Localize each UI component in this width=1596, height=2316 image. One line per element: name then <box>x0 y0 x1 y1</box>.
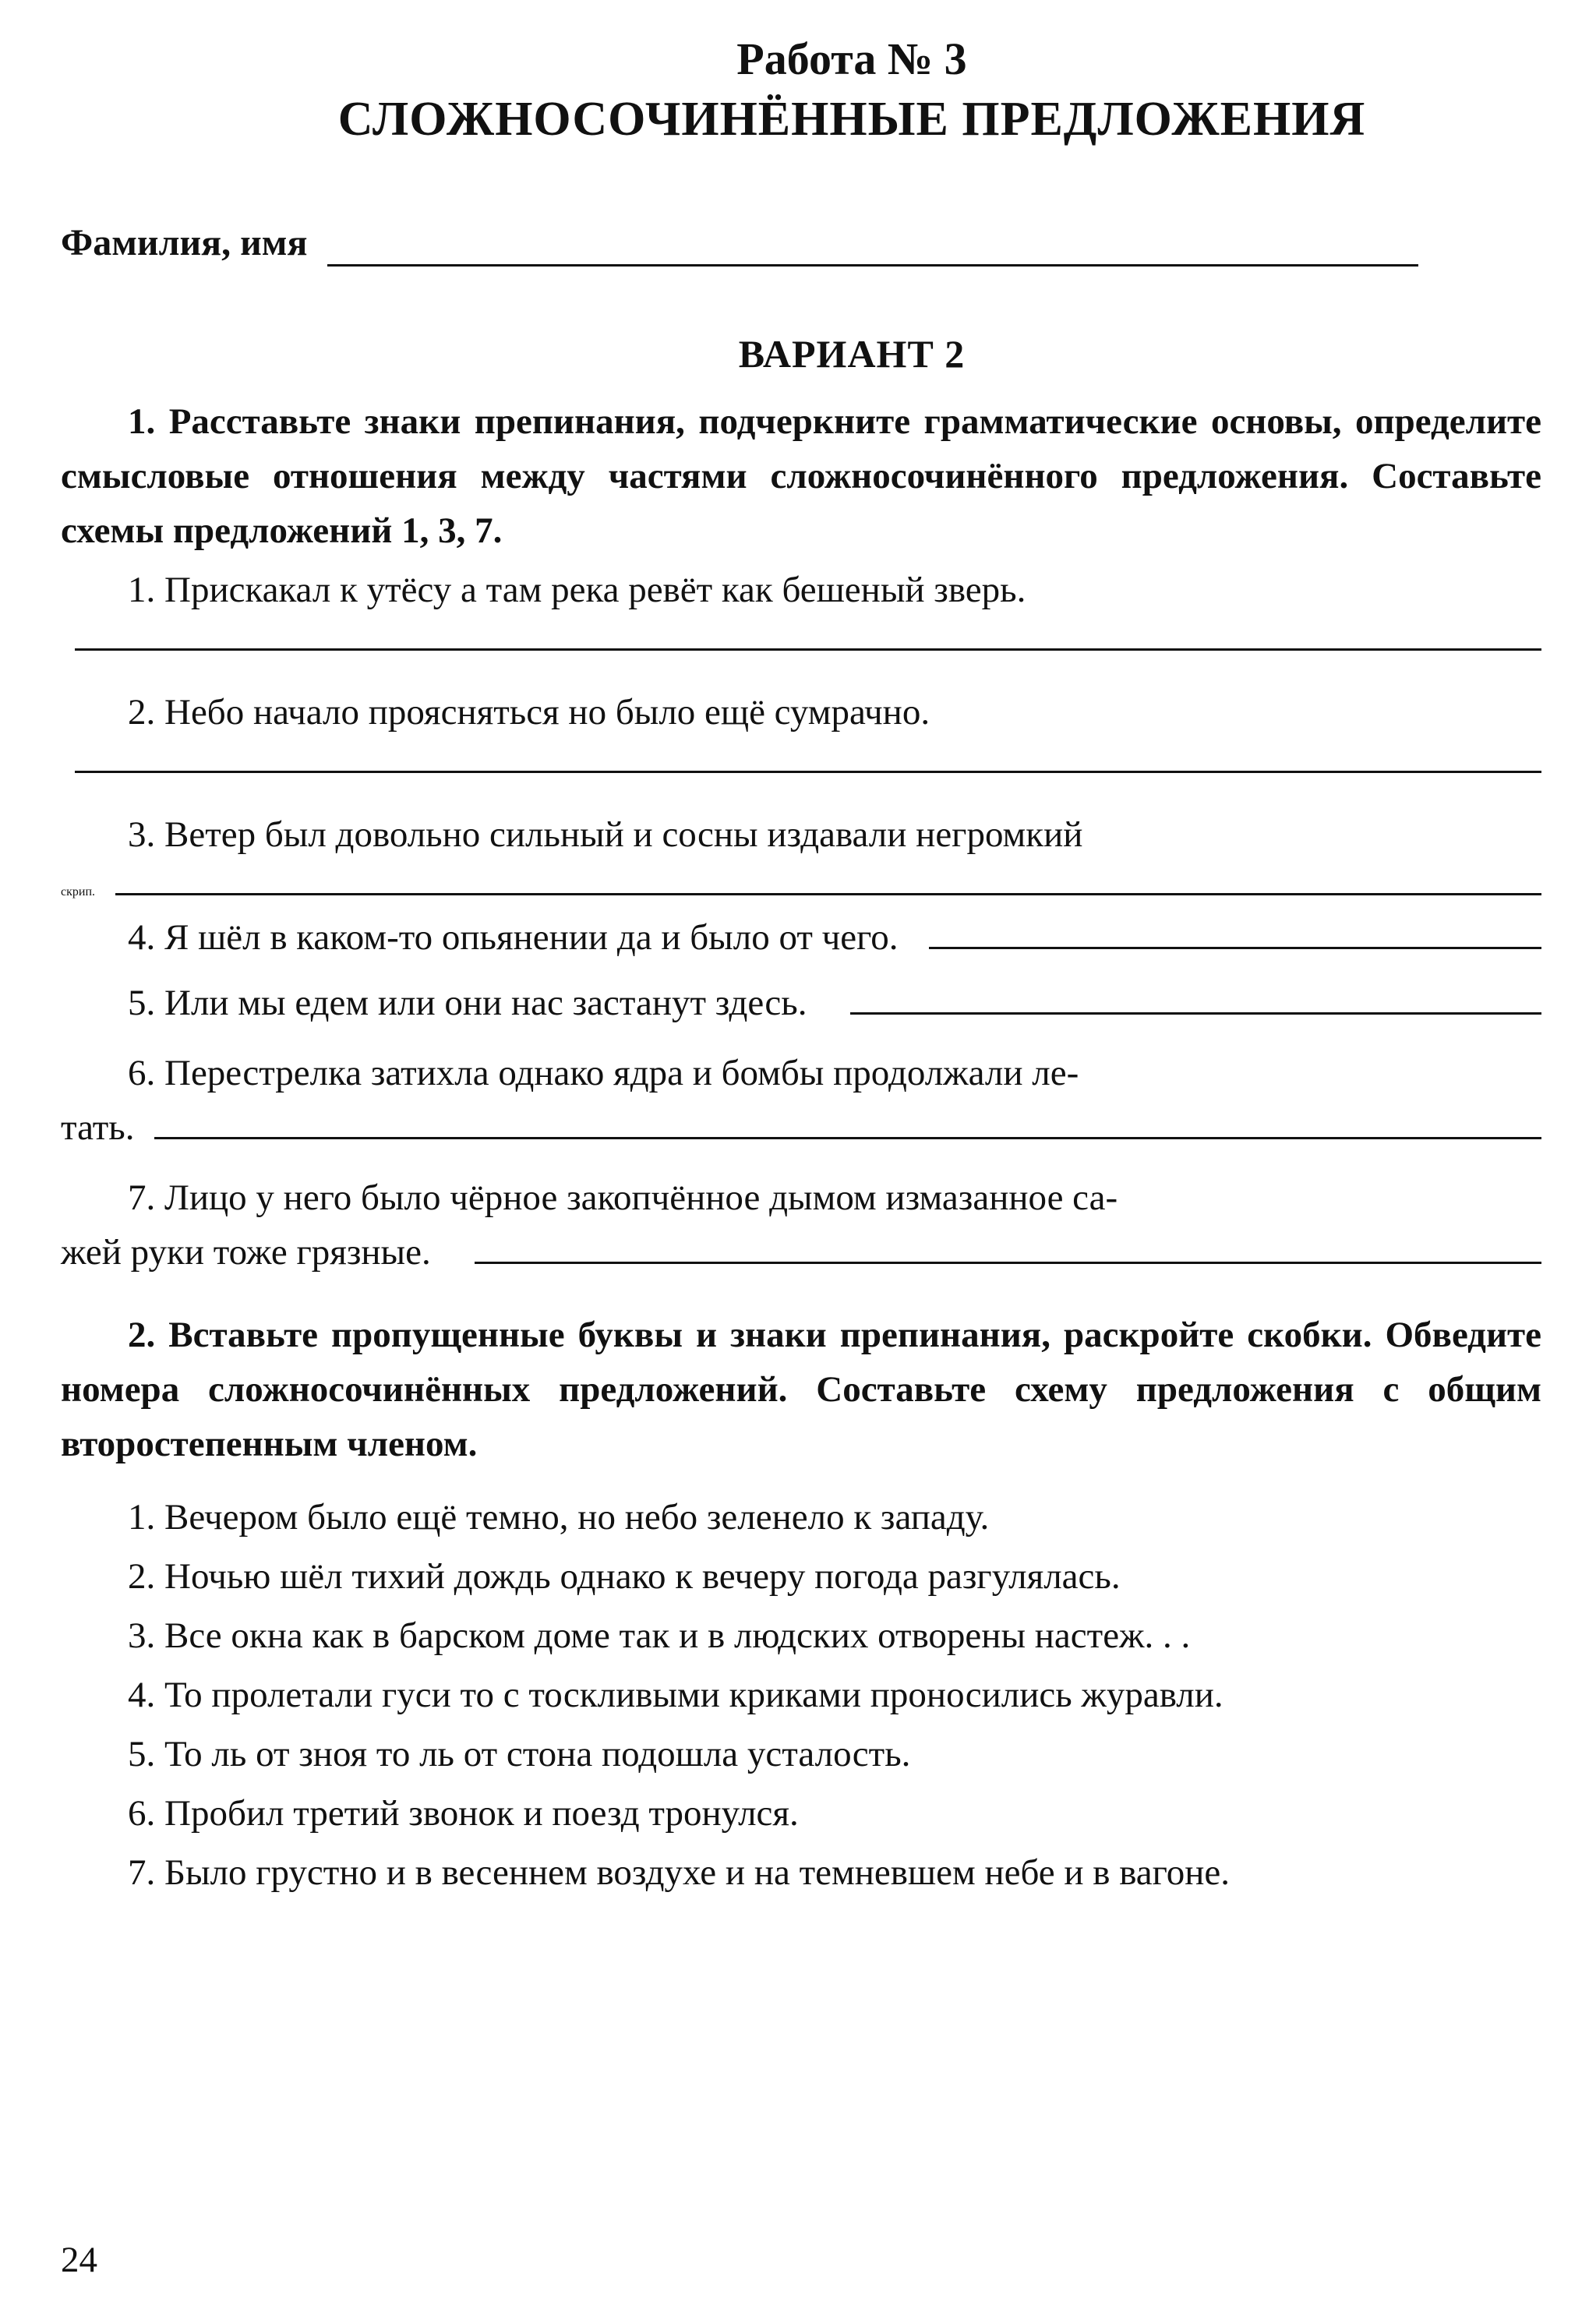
task1-sentence-7-cont <box>61 1225 1541 1280</box>
task1-sentence-5: 5. Или мы едем или они нас застанут здесь. <box>128 983 807 1023</box>
task1-sentence-7: 7. Лицо у него было чёрное закопчённое дымом измазанное са- <box>128 1177 1118 1218</box>
page-title: Работа № 3 <box>736 34 967 84</box>
page-number: 24 <box>61 2240 97 2280</box>
task1-sentence-1: 1. Прискакал к утёсу а там река ревёт как бешеный зверь. <box>128 570 1026 610</box>
task1-sentence-6-cont <box>61 1100 1541 1155</box>
answer-line-6[interactable] <box>154 1106 1541 1139</box>
task2-sentence-7: 7. Было грустно и в весеннем воздухе и на темневшем небе и в вагоне. <box>128 1852 1231 1893</box>
answer-line-1[interactable] <box>75 617 1541 651</box>
task2-sentence-6: 6. Пробил третий звонок и поезд тронулся. <box>128 1793 799 1834</box>
task1-sentence-3-cont <box>61 862 1541 899</box>
task1-sentence-4-row <box>61 910 1541 965</box>
task2-sentence-4: 4. То пролетали гуси то с тоскливыми криками проносились журавли. <box>128 1675 1223 1715</box>
task1-sentence-3: 3. Ветер был довольно сильный и сосны издавали негромкий <box>128 814 1083 855</box>
page-subtitle: СЛОЖНОСОЧИНЁННЫЕ ПРЕДЛОЖЕНИЯ <box>337 93 1366 146</box>
task1-sentence-4: 4. Я шёл в каком-то опьянении да и было от чего. <box>128 917 899 958</box>
task1-sentence-6-tail: тать. <box>61 1107 135 1148</box>
worksheet-page <box>61 31 1541 1900</box>
name-label: Фамилия, имя <box>61 222 308 263</box>
task2-sentence-1: 1. Вечером было ещё темно, но небо зеленело к западу. <box>128 1497 990 1538</box>
task1-sentence-7-tail: жей руки тоже грязные. <box>61 1232 431 1273</box>
task1-sentence-3-tail: скрип. <box>61 885 95 899</box>
answer-line-2[interactable] <box>75 740 1541 773</box>
name-field[interactable] <box>327 228 1418 267</box>
task2-instruction: 2. Вставьте пропущенные буквы и знаки препинания, раскройте скобки. Обведите номера сложносочинённых предложений. Составьте схему предложения с общим второстепенным членом. <box>61 1315 1541 1464</box>
variant-heading: ВАРИАНТ 2 <box>738 332 966 376</box>
answer-line-3[interactable] <box>115 862 1541 895</box>
task1-sentence-6: 6. Перестрелка затихла однако ядра и бомбы продолжали ле- <box>128 1053 1079 1093</box>
answer-line-4[interactable] <box>929 916 1541 949</box>
task2-sentence-5: 5. То ль от зноя то ль от стона подошла усталость. <box>128 1734 911 1774</box>
task1-sentence-2: 2. Небо начало проясняться но было ещё сумрачно. <box>128 692 930 733</box>
task1-instruction: 1. Расставьте знаки препинания, подчеркните грамматические основы, определите смысловые отношения между частями сложносочинённого предложения. Составьте схемы предложений 1, 3, 7. <box>61 401 1541 551</box>
name-field-row <box>61 220 1541 267</box>
task1-sentence-5-row <box>61 976 1541 1030</box>
task2-sentence-2: 2. Ночью шёл тихий дождь однако к вечеру погода разгулялась. <box>128 1556 1121 1597</box>
answer-line-7[interactable] <box>475 1230 1541 1264</box>
answer-line-5[interactable] <box>850 981 1541 1015</box>
task2-sentence-3: 3. Все окна как в барском доме так и в людских отворены настеж. . . <box>128 1615 1191 1656</box>
